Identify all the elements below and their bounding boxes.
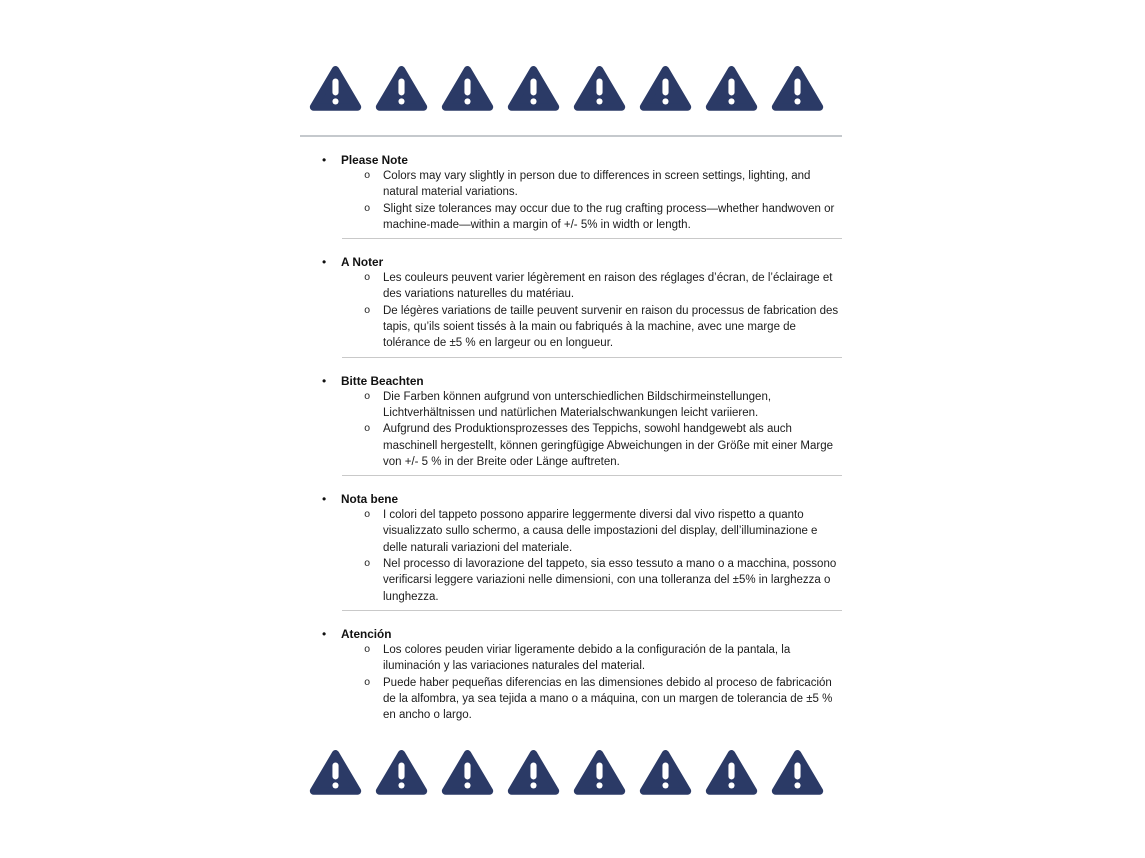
warning-triangle-icon xyxy=(507,746,560,798)
note-item-text: De légères variations de taille peuvent survenir en raison du processus de fabrication des tapis, qu’ils soient tissés à la main ou fabriqués à la machine, avec une marge de tolérance de ±5 % en largeur ou en longueur. xyxy=(383,304,839,350)
section-heading-row xyxy=(300,152,842,168)
note-item-text: Colors may vary slightly in person due to differences in screen settings, lighting, and natural material variations. xyxy=(383,170,811,199)
list-item xyxy=(300,675,842,724)
section-heading-row xyxy=(300,254,842,270)
sub-bullet-icon: o xyxy=(364,202,371,215)
note-section-french xyxy=(300,239,842,356)
note-item-text: Puede haber pequeñas diferencias en las dimensiones debido al proceso de fabricación de la alfombra, ya sea tejida a mano o a máquina, con un margen de tolerancia de ±5 % en ancho o largo. xyxy=(383,676,833,722)
section-heading: A Noter xyxy=(341,255,384,270)
note-section-german xyxy=(300,358,842,475)
section-heading-row xyxy=(300,626,842,642)
sub-bullet-icon: o xyxy=(364,643,371,656)
bullet-icon: • xyxy=(322,626,327,641)
list-item xyxy=(300,270,842,303)
warning-triangle-icon xyxy=(309,62,362,114)
warning-triangle-icon xyxy=(441,746,494,798)
sub-bullet-icon: o xyxy=(364,272,371,285)
note-section-italian xyxy=(300,476,842,610)
warning-triangle-icon xyxy=(705,62,758,114)
note-item-text: Nel processo di lavorazione del tappeto, sia esso tessuto a mano o a macchina, possono verificarsi leggere variazioni nelle dimensioni, con una tolleranza del ±5% in larghezza o lunghezza. xyxy=(383,558,837,603)
sub-bullet-icon: o xyxy=(364,304,371,317)
section-heading-row xyxy=(300,373,842,389)
note-section-english xyxy=(300,137,842,238)
warning-triangle-icon xyxy=(705,746,758,798)
sub-bullet-icon: o xyxy=(364,423,371,436)
sub-bullet-icon: o xyxy=(364,390,371,403)
section-heading: Nota bene xyxy=(341,492,399,507)
document-content xyxy=(300,62,842,798)
list-item xyxy=(300,642,842,675)
warning-triangle-icon xyxy=(771,746,824,798)
warning-triangle-icon xyxy=(573,746,626,798)
warning-triangle-icon xyxy=(639,746,692,798)
list-item xyxy=(300,421,842,470)
warning-triangle-icon xyxy=(375,62,428,114)
list-item xyxy=(300,507,842,556)
note-section-spanish xyxy=(300,611,842,728)
sub-bullet-icon: o xyxy=(364,170,371,182)
warning-triangle-icon xyxy=(441,62,494,114)
section-heading: Bitte Beachten xyxy=(341,373,424,388)
section-heading: Please Note xyxy=(341,153,408,167)
warning-triangle-row-top xyxy=(300,62,842,114)
bullet-icon: • xyxy=(322,373,327,388)
bullet-icon: • xyxy=(322,153,327,167)
list-item xyxy=(300,168,842,201)
warning-triangle-icon xyxy=(639,62,692,114)
list-item xyxy=(300,303,842,352)
warning-triangle-icon xyxy=(375,746,428,798)
bullet-icon: • xyxy=(322,255,327,270)
warning-triangle-icon xyxy=(573,62,626,114)
list-item xyxy=(300,556,842,605)
sub-bullet-icon: o xyxy=(364,558,371,571)
bullet-icon: • xyxy=(322,492,327,507)
note-item-text: Los colores peuden viriar ligeramente debido a la configuración de la pantala, la iluminación y las variaciones naturales del material. xyxy=(383,643,791,673)
section-heading: Atención xyxy=(341,626,392,641)
warning-triangle-icon xyxy=(507,62,560,114)
warning-triangle-icon xyxy=(309,746,362,798)
note-item-text: Die Farben können aufgrund von unterschiedlichen Bildschirmeinstellungen, Lichtverhältnissen und natürlichen Materialschwankungen leicht variieren. xyxy=(383,390,772,419)
sub-bullet-icon: o xyxy=(364,509,371,522)
note-item-text: Aufgrund des Produktionsprozesses des Teppichs, sowohl handgewebt als auch maschinell hergestellt, können geringfügige Abweichungen in der Größe mit einer Marge von +/- 5 % in der Breite oder Länge auftreten. xyxy=(383,423,834,468)
warning-triangle-icon xyxy=(771,62,824,114)
note-item-text: Les couleurs peuvent varier légèrement en raison des réglages d’écran, de l’éclairage et des variations naturelles du matériau. xyxy=(383,272,833,301)
list-item xyxy=(300,201,842,234)
sub-bullet-icon: o xyxy=(364,676,371,689)
warning-triangle-row-bottom xyxy=(300,746,842,798)
section-heading-row xyxy=(300,491,842,507)
list-item xyxy=(300,389,842,422)
note-item-text: I colori del tappeto possono apparire leggermente diversi dal vivo rispetto a quanto visualizzato sullo schermo, a causa delle impostazioni del display, dell’illuminazione e delle naturali variazioni del materiale. xyxy=(383,509,818,554)
note-item-text: Slight size tolerances may occur due to the rug crafting process—whether handwoven or machine-made—within a margin of +/- 5% in width or length. xyxy=(383,202,835,231)
